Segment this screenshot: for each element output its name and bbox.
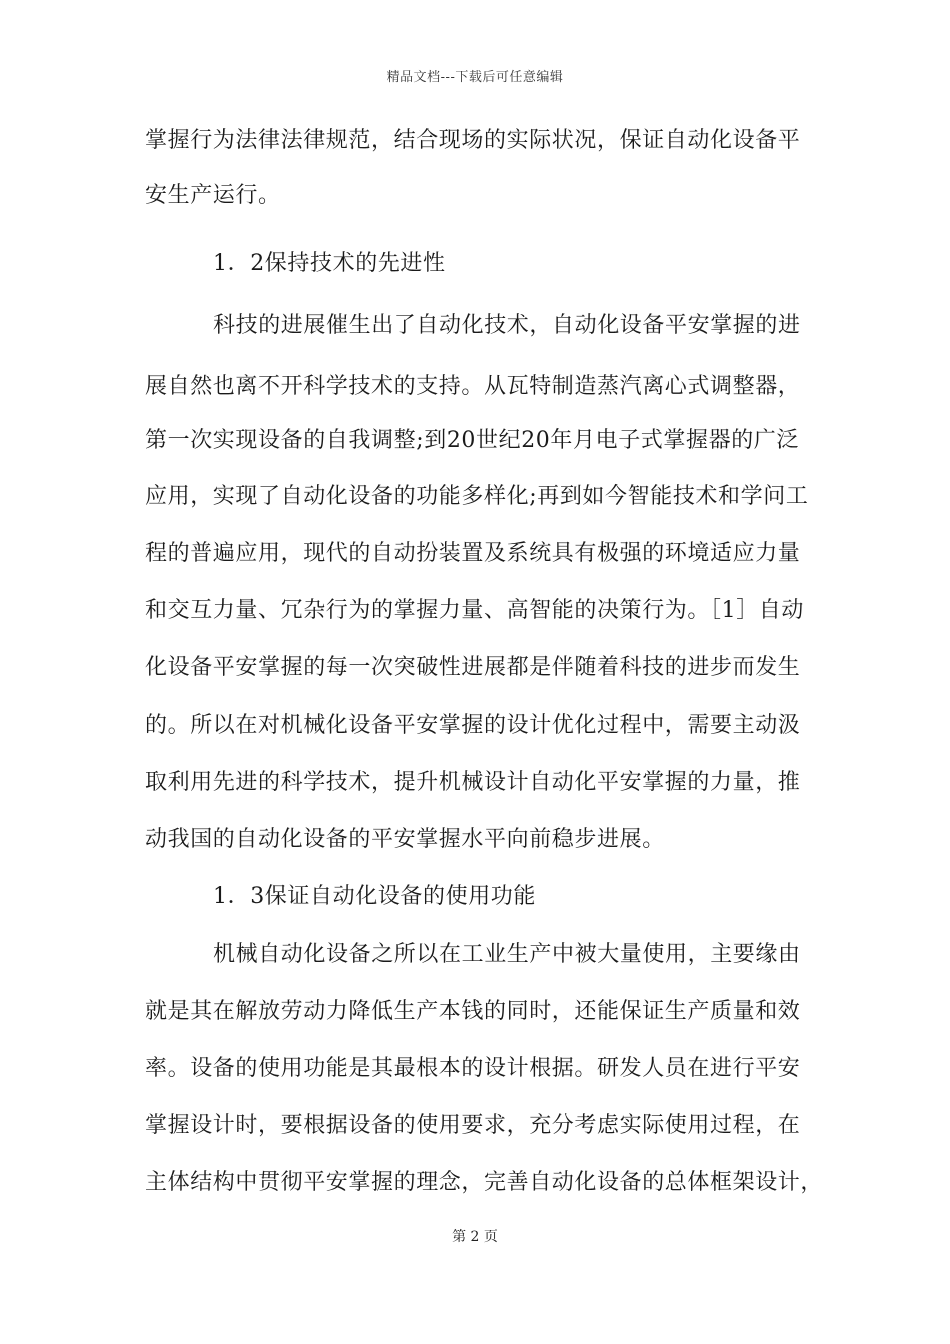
body-line: 就是其在解放劳动力降低生产本钱的同时，还能保证生产质量和效 — [145, 999, 801, 1024]
body-line: 掌握行为法律法律规范，结合现场的实际状况，保证自动化设备平 — [145, 128, 801, 153]
body-line: 取利用先进的科学技术，提升机械设计自动化平安掌握的力量，推 — [145, 770, 801, 795]
body-line: 科技的进展催生出了自动化技术，自动化设备平安掌握的进 — [213, 313, 801, 338]
body-line: 主体结构中贯彻平安掌握的理念，完善自动化设备的总体框架设计， — [145, 1170, 824, 1195]
page-header: 精品文档---下载后可任意编辑 — [386, 70, 564, 85]
section-heading: 1．3保证自动化设备的使用功能 — [213, 884, 536, 909]
body-line: 机械自动化设备之所以在工业生产中被大量使用，主要缘由 — [213, 942, 801, 967]
body-line: 动我国的自动化设备的平安掌握水平向前稳步进展。 — [145, 827, 665, 852]
body-line: 程的普遍应用，现代的自动扮装置及系统具有极强的环境适应力量 — [145, 541, 801, 566]
body-line: 化设备平安掌握的每一次突破性进展都是伴随着科技的进步而发生 — [145, 655, 801, 680]
body-line: 展自然也离不开科学技术的支持。从瓦特制造蒸汽离心式调整器， — [145, 374, 801, 399]
page-number: 第 2 页 — [452, 1229, 498, 1245]
body-line: 应用，实现了自动化设备的功能多样化;再到如今智能技术和学问工 — [145, 484, 809, 509]
body-line: 掌握设计时，要根据设备的使用要求，充分考虑实际使用过程，在 — [145, 1113, 801, 1138]
body-line: 的。所以在对机械化设备平安掌握的设计优化过程中，需要主动汲 — [145, 713, 801, 738]
section-heading: 1．2保持技术的先进性 — [213, 251, 446, 276]
body-line: 第一次实现设备的自我调整;到20世纪20年月电子式掌握器的广泛 — [145, 428, 800, 453]
body-line: 和交互力量、冗杂行为的掌握力量、高智能的决策行为。［1］自动 — [145, 598, 804, 623]
body-line: 安生产运行。 — [145, 183, 281, 208]
body-line: 率。设备的使用功能是其最根本的设计根据。研发人员在进行平安 — [145, 1056, 801, 1081]
